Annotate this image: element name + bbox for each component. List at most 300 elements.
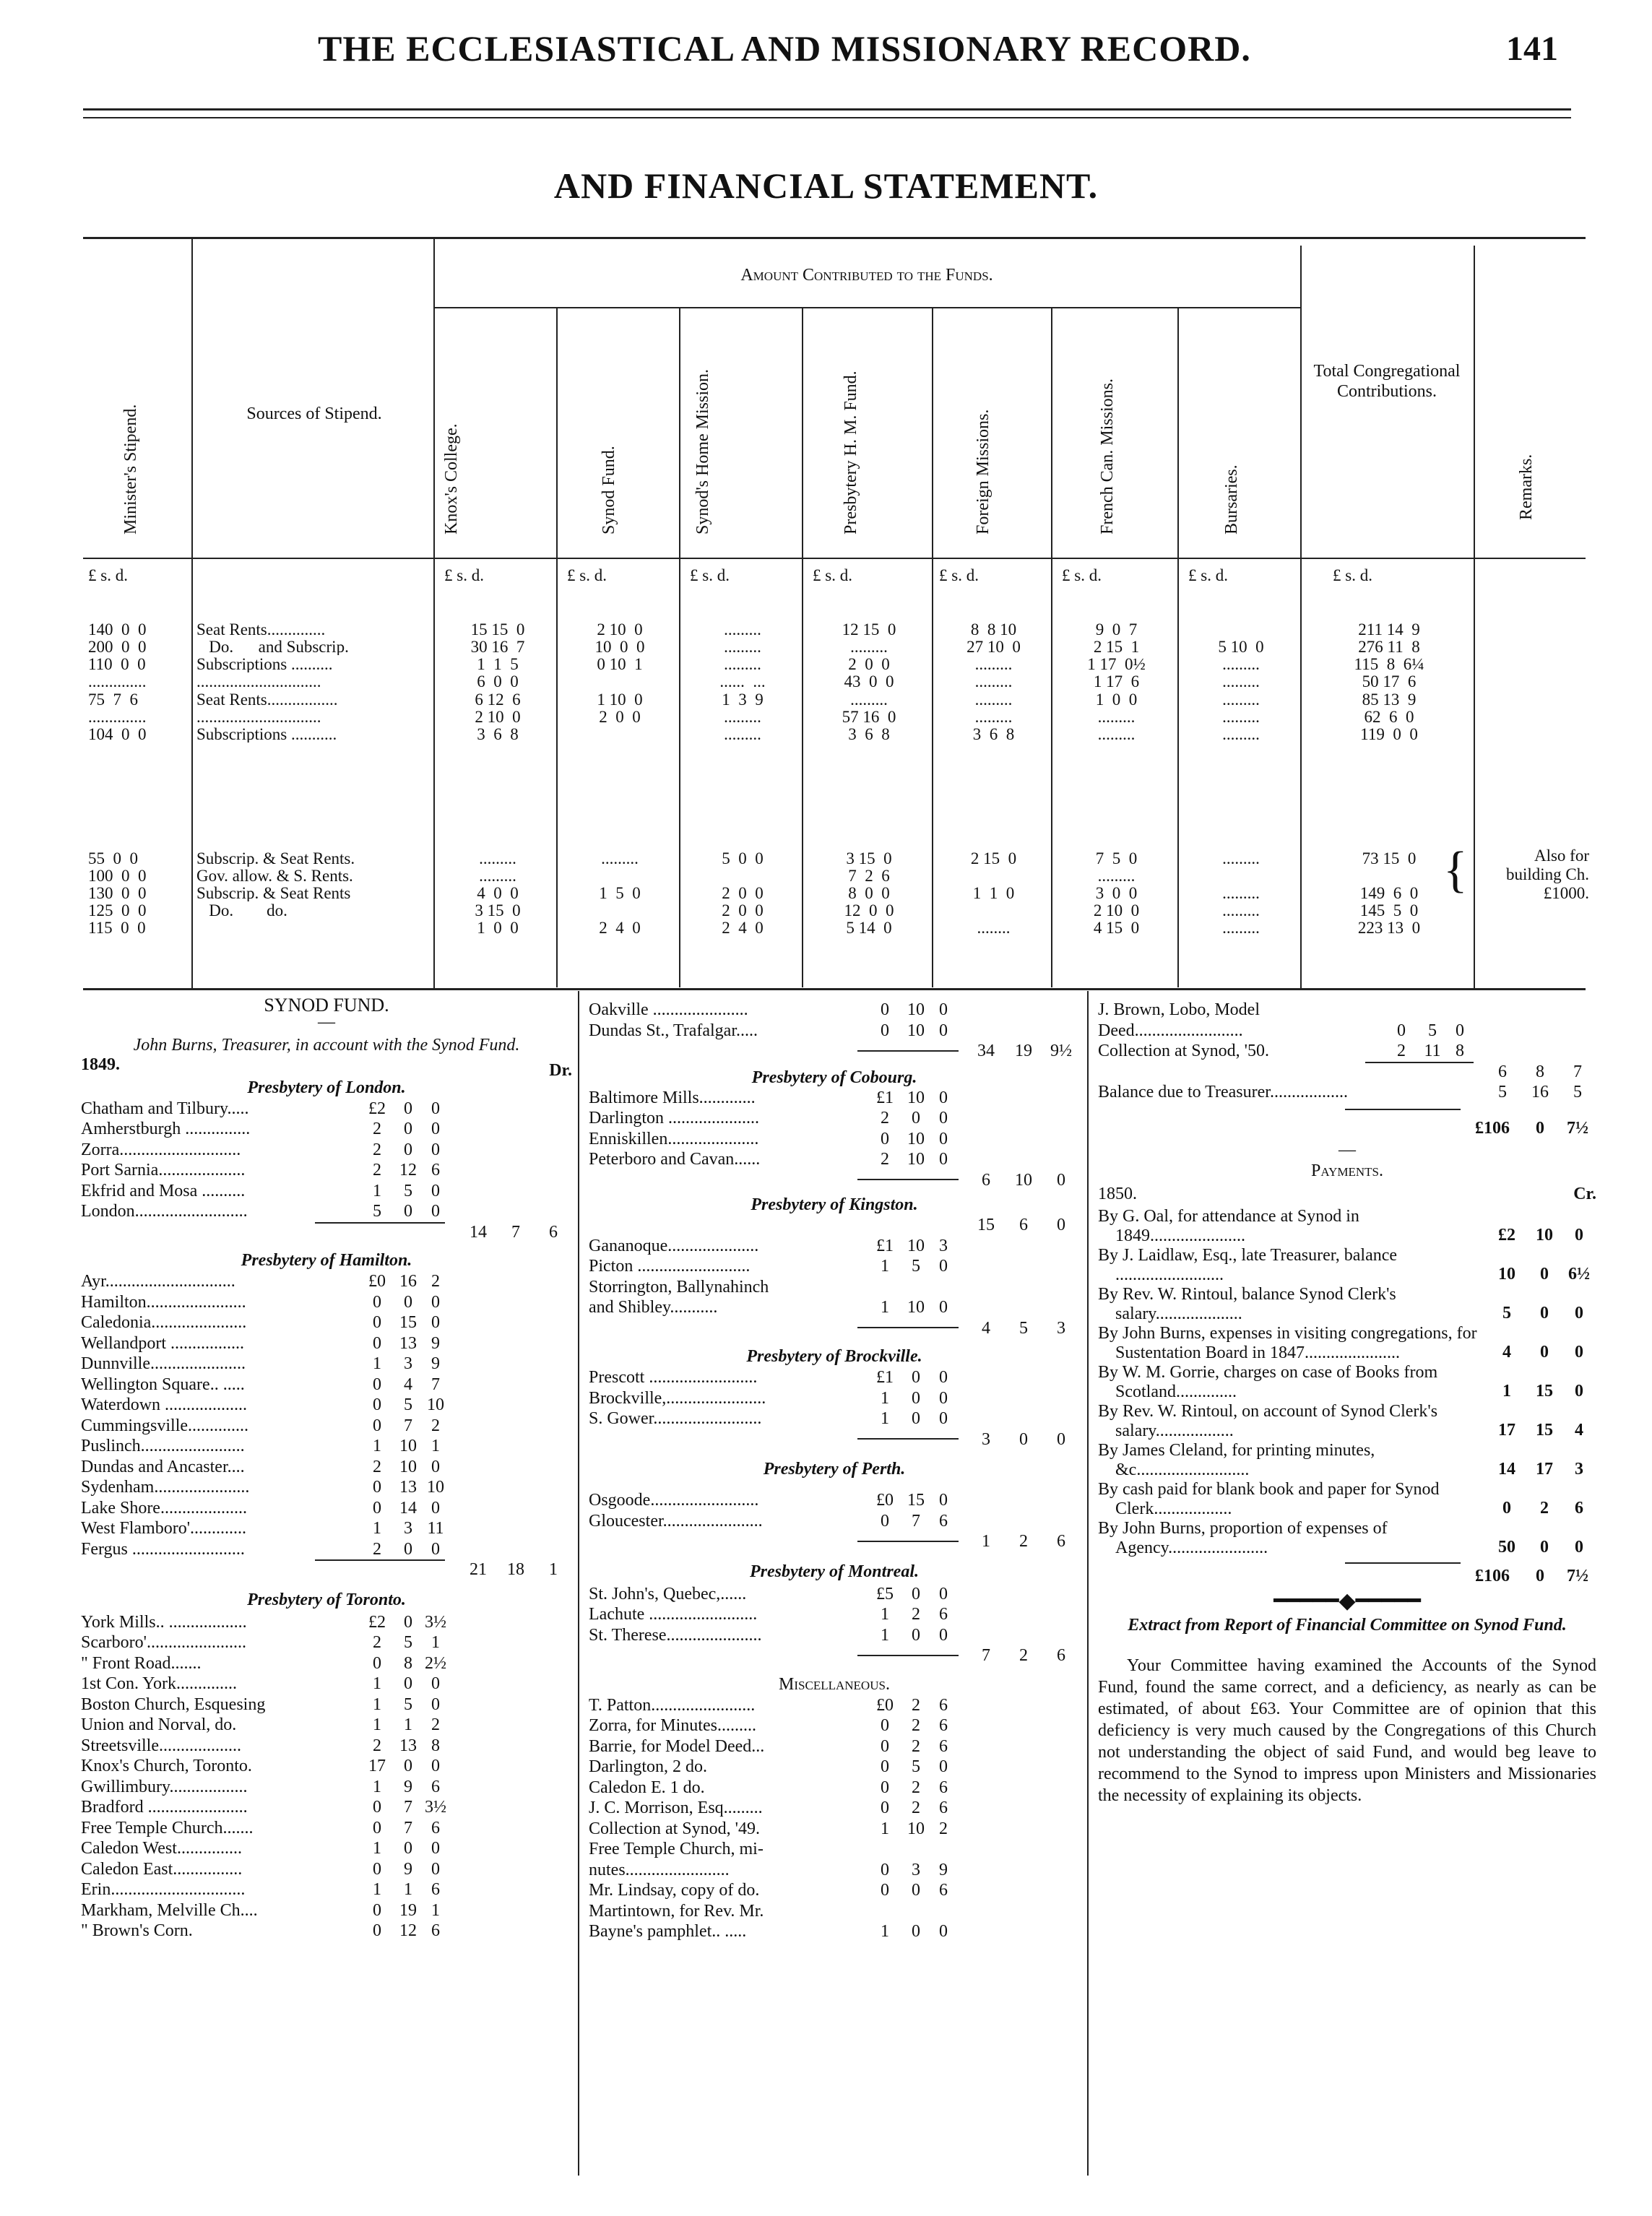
brace: {	[1443, 842, 1468, 898]
ledger-amount: 0	[431, 1140, 440, 1159]
table-cell-presb: 3 15 0	[846, 850, 892, 867]
ledger-amount: 0	[912, 1368, 920, 1387]
ledger-name: Boston Church, Esquesing	[81, 1695, 266, 1714]
vline	[433, 238, 435, 988]
table-cell-total: 119 0 0	[1360, 726, 1418, 743]
ledger-amount: 0	[404, 1099, 412, 1118]
table-cell-french: .........	[1097, 709, 1136, 725]
ledger-name: Darlington, 2 do.	[589, 1757, 707, 1776]
ledger-name: nutes........................	[589, 1860, 730, 1879]
table-cell-synod: 10 0 0	[594, 639, 645, 655]
presbytery-toronto-title: Presbytery of Toronto.	[247, 1590, 406, 1609]
ledger-amount: 0	[431, 1757, 440, 1775]
ledger-line	[81, 1715, 572, 1736]
ledger-amount: 13	[399, 1736, 417, 1755]
table-cell-stipend: 125 0 0	[88, 902, 147, 919]
ledger-amount: 0	[939, 1257, 948, 1276]
ledger-line	[81, 1375, 572, 1395]
table-cell-stipend: ..............	[88, 673, 147, 690]
table-cell-burs: .........	[1222, 885, 1260, 901]
ledger-name: " Brown's Corn.	[81, 1921, 193, 1940]
ledger-amount: 0	[939, 1000, 948, 1019]
ledger-amount: 10	[427, 1478, 444, 1497]
table-cell-source: ..............................	[196, 709, 321, 725]
table-cell-stipend: 100 0 0	[88, 867, 147, 884]
ledger-amount: 2	[912, 1736, 920, 1756]
payment-text: By James Cleland, for printing minutes, &c..........................	[1098, 1440, 1375, 1479]
payment-amount: 50	[1498, 1538, 1515, 1557]
ledger-amount: 0	[881, 1129, 889, 1148]
ledger-amount: 10	[907, 1129, 925, 1148]
table-cell-burs: .........	[1222, 656, 1260, 672]
payment-entry	[1098, 1402, 1596, 1441]
ledger-amount: 2	[912, 1716, 920, 1735]
ledger-amount: 2	[431, 1416, 440, 1435]
ledger-name: London..........................	[81, 1202, 248, 1221]
table-cell-foreign: ........	[977, 919, 1011, 936]
ledger-line	[81, 1777, 572, 1798]
ledger-amount: 6	[431, 1161, 440, 1180]
ledger-name: Amherstburgh ...............	[81, 1120, 251, 1138]
ledger-amount: 9	[404, 1777, 412, 1796]
ledger-amount: 2	[881, 1109, 889, 1128]
ornament-rule: ━━━━━◆━━━━━	[1273, 1588, 1421, 1613]
ledger-name: Dundas and Ancaster....	[81, 1457, 245, 1476]
ledger-name: J. Brown, Lobo, Model	[1098, 1000, 1260, 1019]
dash: —	[1339, 1140, 1356, 1159]
ledger-name: Scarboro'.......................	[81, 1633, 246, 1652]
ledger-name: Dundas St., Trafalgar.....	[589, 1021, 758, 1040]
ledger-amount: 10	[907, 1298, 925, 1317]
table-top-rule	[83, 237, 1586, 239]
ledger-name: Gwillimbury..................	[81, 1777, 248, 1796]
ledger-line	[589, 1129, 1080, 1150]
synod-fund-title: SYNOD FUND.	[264, 995, 389, 1016]
ledger-amount: 2	[912, 1778, 920, 1797]
ledger-name: Zorra, for Minutes.........	[589, 1716, 756, 1735]
london-list	[81, 1099, 572, 1222]
ledger-name: Lake Shore....................	[81, 1498, 247, 1518]
ledger-name: Prescott .........................	[589, 1368, 758, 1387]
table-cell-home: .........	[724, 709, 761, 725]
ledger-name: Caledonia......................	[81, 1313, 247, 1332]
payments-year-row	[1098, 1184, 1596, 1207]
ledger-amount: 0	[404, 1140, 412, 1159]
ledger-name: Union and Norval, do.	[81, 1715, 237, 1734]
payment-amount: 4	[1575, 1421, 1583, 1440]
table-cell-home: ...... ...	[719, 673, 766, 690]
table-cell-stipend: 200 0 0	[88, 639, 147, 655]
ledger-line	[81, 1140, 572, 1161]
column-divider	[578, 991, 579, 2176]
payment-amount: 0	[1575, 1382, 1583, 1401]
ledger-line	[589, 1000, 1080, 1021]
presbytery-hamilton-title: Presbytery of Hamilton.	[241, 1251, 412, 1270]
ledger-amount: £5	[876, 1584, 894, 1603]
ledger-name: Markham, Melville Ch....	[81, 1900, 258, 1920]
ledger-amount: 6	[431, 1880, 440, 1899]
payment-amount: 6½	[1568, 1265, 1590, 1284]
ledger-amount: 2	[431, 1272, 440, 1291]
ledger-line	[81, 1416, 572, 1437]
ledger-amount: 6	[431, 1818, 440, 1838]
ledger-amount: 11	[1424, 1042, 1441, 1060]
table-cell-knox: 6 0 0	[477, 673, 519, 690]
ledger-amount: 10	[907, 1021, 925, 1040]
ledger-name: Oakville ......................	[589, 1000, 748, 1019]
table-cell-french: 3 0 0	[1095, 885, 1138, 901]
ledger-amount: 0	[939, 1625, 948, 1645]
payment-amount: 0	[1540, 1538, 1549, 1557]
ledger-line	[1098, 1000, 1596, 1021]
ledger-line	[589, 1297, 1080, 1318]
ledger-name: J. C. Morrison, Esq.........	[589, 1799, 763, 1817]
ledger-amount: 1	[881, 1409, 889, 1428]
payment-amount: 0	[1575, 1343, 1583, 1362]
lsd-label: £ s. d.	[939, 566, 979, 584]
ledger-amount: 0	[404, 1120, 412, 1138]
table-cell-synod: 2 0 0	[599, 709, 641, 725]
table-cell-home: .........	[724, 726, 761, 743]
table-cell-burs: .........	[1222, 902, 1260, 919]
ledger-amount: 3½	[425, 1612, 446, 1632]
ledger-line	[589, 1880, 1080, 1901]
table-cell-burs: .........	[1222, 673, 1260, 690]
lsd-label: £ s. d.	[88, 566, 128, 584]
ledger-name: Caledon E. 1 do.	[589, 1778, 705, 1797]
payment-amount: 17	[1498, 1421, 1515, 1440]
ledger-amount: 5	[404, 1695, 412, 1714]
ledger-amount: 7	[404, 1798, 412, 1817]
table-cell-home: 2 0 0	[722, 885, 764, 901]
table-cell-total: 73 15 0	[1362, 850, 1417, 867]
payment-amount: 14	[1498, 1460, 1515, 1479]
table-cell-source: Subscriptions ..........	[196, 656, 333, 672]
ledger-name: Zorra............................	[81, 1140, 241, 1159]
header-rule	[83, 108, 1571, 111]
header-rule-2	[83, 117, 1571, 118]
ledger-amount: 0	[881, 1511, 889, 1531]
table-cell-foreign: 27 10 0	[966, 639, 1021, 655]
presbytery-kingston-title: Presbytery of Kingston.	[751, 1195, 918, 1214]
ledger-line	[81, 1395, 572, 1416]
payments-list	[1098, 1207, 1596, 1558]
ledger-amount: 3	[404, 1354, 412, 1373]
table-cell-stipend: ..............	[88, 709, 147, 725]
ledger-amount: 2	[373, 1457, 381, 1476]
remark-building: Also for building Ch. £1000.	[1505, 847, 1589, 902]
ledger-amount: 3½	[425, 1798, 446, 1817]
ledger-amount: 0	[939, 1150, 948, 1169]
column-divider	[1087, 991, 1089, 2176]
ledger-amount: 0	[431, 1839, 440, 1858]
ledger-amount: 0	[431, 1313, 440, 1332]
ledger-amount: 1	[881, 1605, 889, 1624]
payment-amount: 0	[1575, 1304, 1583, 1323]
kingston-list	[589, 1236, 1080, 1318]
cobourg-total: 6 10 0	[589, 1170, 1080, 1191]
ledger-name: " Front Road.......	[81, 1653, 202, 1673]
ledger-line	[81, 1498, 572, 1519]
table-cell-total: 149 6 0	[1359, 885, 1419, 901]
ledger-amount: 1	[373, 1437, 381, 1455]
ledger-line	[81, 1201, 572, 1222]
ledger-line	[81, 1539, 572, 1560]
ledger-name: Free Temple Church, mi-	[589, 1840, 764, 1858]
table-cell-source: Seat Rents..............	[196, 621, 326, 638]
ledger-amount: 0	[939, 1368, 948, 1387]
payment-entry	[1098, 1285, 1596, 1324]
dr-label: Dr.	[549, 1061, 572, 1080]
ledger-amount: 0	[404, 1612, 412, 1632]
ledger-line	[81, 1354, 572, 1375]
lsd-label: £ s. d.	[813, 566, 852, 584]
payment-amount: 1	[1502, 1382, 1511, 1401]
ledger-line	[589, 1736, 1080, 1757]
table-header-rule	[83, 558, 1586, 559]
table-cell-home: .........	[724, 639, 761, 655]
ledger-amount: 0	[881, 1799, 889, 1817]
ledger-amount: 0	[939, 1109, 948, 1128]
payment-amount: 0	[1540, 1343, 1549, 1362]
ledger-amount: 4	[404, 1375, 412, 1394]
table-cell-knox: 3 6 8	[477, 726, 519, 743]
lsd-label: £ s. d.	[1188, 566, 1228, 584]
payment-amount: 0	[1540, 1265, 1549, 1284]
ledger-amount: £0	[876, 1491, 894, 1510]
ledger-amount: 0	[912, 1625, 920, 1645]
ledger-amount: 2	[1397, 1042, 1406, 1060]
ledger-line	[81, 1818, 572, 1839]
brockville-total: 3 0 0	[589, 1429, 1080, 1450]
ledger-name: Caledon East................	[81, 1859, 243, 1879]
payment-entry	[1098, 1246, 1596, 1285]
presbytery-montreal-title: Presbytery of Montreal.	[750, 1562, 919, 1581]
ledger-line	[589, 1236, 1080, 1257]
ledger-line	[589, 1088, 1080, 1109]
ledger-line	[589, 1901, 1080, 1922]
table-cell-foreign: 2 15 0	[970, 850, 1017, 867]
ledger-line	[589, 1921, 1080, 1942]
ledger-name: St. Therese......................	[589, 1625, 762, 1645]
payment-text: By cash paid for blank book and paper for Synod Clerk..................	[1098, 1479, 1440, 1518]
ledger-name: Streetsville...................	[81, 1736, 241, 1755]
ledger-line	[81, 1695, 572, 1715]
ledger-amount: 6	[939, 1716, 948, 1735]
ledger-amount: 10	[907, 1236, 925, 1255]
ledger-line	[81, 1119, 572, 1140]
ledger-name: Collection at Synod, '50.	[1098, 1042, 1269, 1060]
payment-amount: 4	[1502, 1343, 1511, 1362]
ledger-amount: 11	[427, 1519, 444, 1538]
col-french-missions: French Can. Missions.	[1098, 378, 1117, 534]
ledger-amount: 6	[939, 1511, 948, 1531]
table-cell-french: 9 0 7	[1095, 621, 1138, 638]
ledger-amount: 1	[431, 1437, 440, 1455]
ledger-line	[81, 1859, 572, 1880]
ledger-amount: 5	[912, 1757, 920, 1776]
ledger-amount: 1	[373, 1839, 381, 1858]
lsd-label: £ s. d.	[690, 566, 730, 584]
table-cell-home: .........	[724, 621, 761, 638]
ledger-amount: 0	[431, 1539, 440, 1559]
ledger-line	[589, 1625, 1080, 1646]
ledger-amount: 0	[373, 1798, 381, 1817]
ledger-amount: 1	[373, 1519, 381, 1538]
payment-text: By J. Laidlaw, Esq., late Treasurer, balance .........................	[1098, 1245, 1398, 1284]
table-cell-stipend: 115 0 0	[88, 919, 146, 936]
col-remarks: Remarks.	[1517, 454, 1536, 520]
ledger-amount: 1	[404, 1715, 412, 1734]
ledger-amount: 12	[399, 1921, 417, 1940]
ledger-name: Port Sarnia....................	[81, 1161, 246, 1180]
table-cell-knox: 15 15 0	[470, 621, 525, 638]
ledger-amount: 0	[431, 1181, 440, 1200]
ledger-amount: 0	[404, 1539, 412, 1559]
table-cell-source: Subscrip. & Seat Rents	[196, 885, 351, 901]
payment-text: By G. Oal, for attendance at Synod in 1849......................	[1098, 1206, 1359, 1245]
table-cell-home: 5 0 0	[722, 850, 764, 867]
ledger-amount: 8	[404, 1653, 412, 1673]
ledger-amount: £2	[368, 1612, 386, 1632]
ledger-line	[589, 1256, 1080, 1277]
table-cell-total: 85 13 9	[1362, 691, 1417, 708]
ledger-amount: 10	[907, 1819, 925, 1838]
ledger-name: Ekfrid and Mosa ..........	[81, 1181, 246, 1200]
table-cell-foreign: .........	[974, 691, 1013, 708]
middle-top-total: 34 19 9½	[589, 1041, 1080, 1062]
payment-amount: 0	[1575, 1226, 1583, 1245]
ledger-line	[589, 1860, 1080, 1881]
presbytery-cobourg-title: Presbytery of Cobourg.	[751, 1068, 917, 1087]
ledger-amount: 2	[912, 1799, 920, 1817]
lsd-label: £ s. d.	[444, 566, 484, 584]
ledger-amount: 1	[373, 1777, 381, 1796]
ledger-name: Peterboro and Cavan......	[589, 1150, 761, 1169]
ledger-amount: 0	[373, 1292, 381, 1312]
ledger-amount: 0	[939, 1757, 948, 1776]
ledger-line	[81, 1292, 572, 1313]
payment-entry	[1098, 1324, 1596, 1363]
misc-list	[589, 1695, 1080, 1942]
ledger-amount: 1	[881, 1819, 889, 1838]
ledger-amount: 0	[881, 1778, 889, 1797]
ledger-amount: 1	[881, 1298, 889, 1317]
ledger-amount: 6	[939, 1736, 948, 1756]
ledger-name: Picton ..........................	[589, 1257, 751, 1276]
ledger-amount: 0	[881, 1757, 889, 1776]
ledger-amount: 10	[907, 1088, 925, 1107]
table-cell-stipend: 130 0 0	[88, 885, 147, 901]
hamilton-total: 21 18 1	[81, 1559, 572, 1580]
table-cell-source: Subscriptions ...........	[196, 726, 337, 743]
vline	[1474, 246, 1475, 988]
ledger-amount: 3	[939, 1236, 948, 1255]
ledger-amount: 9	[431, 1354, 440, 1373]
ledger-amount: 7	[912, 1511, 920, 1531]
lsd-label: £ s. d.	[1333, 566, 1372, 584]
ledger-amount: 16	[399, 1272, 417, 1291]
ledger-name: Dunnville......................	[81, 1354, 246, 1373]
table-cell-presb: 2 0 0	[848, 656, 890, 672]
ledger-line	[81, 1518, 572, 1539]
lsd-label: £ s. d.	[567, 566, 607, 584]
ledger-line	[81, 1674, 572, 1695]
ledger-amount: 2½	[425, 1653, 446, 1673]
ledger-amount: 0	[912, 1388, 920, 1408]
middle-top-list	[589, 1000, 1080, 1041]
table-cell-presb: 5 14 0	[846, 919, 892, 936]
ledger-line	[1098, 1041, 1596, 1062]
ledger-amount: £0	[876, 1695, 894, 1715]
ledger-name: and Shibley...........	[589, 1298, 718, 1317]
ledger-line	[1098, 1021, 1596, 1042]
ledger-amount: 2	[912, 1695, 920, 1715]
table-cell-foreign: 3 6 8	[972, 726, 1015, 743]
table-cell-source: Gov. allow. & S. Rents.	[196, 867, 353, 884]
table-cell-presb: .........	[850, 639, 888, 655]
ledger-name: Brockville,.......................	[589, 1388, 766, 1408]
vline	[1177, 308, 1179, 987]
ledger-amount: 5	[404, 1633, 412, 1652]
ledger-line	[589, 1408, 1080, 1429]
ledger-amount: 0	[912, 1584, 920, 1603]
ledger-name: Erin...............................	[81, 1880, 246, 1899]
london-total: 14 7 6	[81, 1222, 572, 1243]
ledger-line	[81, 1160, 572, 1181]
ledger-name: Martintown, for Rev. Mr.	[589, 1901, 764, 1921]
table-cell-burs: .........	[1222, 919, 1260, 936]
ledger-name: Fergus ..........................	[81, 1539, 245, 1559]
ledger-name: Lachute .........................	[589, 1605, 758, 1624]
ledger-amount: 0	[939, 1922, 948, 1941]
ledger-line	[589, 1695, 1080, 1716]
ledger-name: Puslinch........................	[81, 1437, 245, 1455]
table-cell-presb: 12 15 0	[842, 621, 896, 638]
ledger-name: Chatham and Tilbury.....	[81, 1099, 249, 1118]
table-cell-total: 145 5 0	[1359, 902, 1419, 919]
ledger-amount: 8	[1456, 1042, 1464, 1060]
ledger-name: Gloucester.......................	[589, 1511, 763, 1531]
ledger-amount: 13	[399, 1333, 417, 1353]
col-sources: Sources of Stipend.	[246, 404, 382, 423]
ledger-name: Sydenham......................	[81, 1478, 250, 1497]
table-cell-presb: .........	[850, 691, 888, 708]
ledger-line	[589, 1108, 1080, 1129]
table-cell-source: Do. and Subscrip.	[196, 639, 349, 655]
ledger-amount: 0	[881, 1716, 889, 1735]
col-synod-fund: Synod Fund.	[600, 446, 618, 534]
ledger-amount: 0	[373, 1395, 381, 1414]
ledger-amount: 2	[373, 1120, 381, 1138]
vline	[556, 308, 558, 987]
ledger-line	[589, 1839, 1080, 1860]
table-cell-synod: 0 10 1	[597, 656, 643, 672]
ledger-amount: 8	[431, 1736, 440, 1755]
ledger-amount: 6	[431, 1921, 440, 1940]
table-cell-home: 2 0 0	[722, 902, 764, 919]
table-cell-french: .........	[1097, 726, 1136, 743]
ledger-amount: 0	[404, 1202, 412, 1221]
ledger-line	[589, 1277, 1080, 1298]
ledger-amount: 2	[912, 1605, 920, 1624]
ledger-amount: 15	[907, 1491, 925, 1510]
cr-label: Cr.	[1573, 1184, 1596, 1203]
table-cell-stipend: 104 0 0	[88, 726, 147, 743]
montreal-list	[589, 1584, 1080, 1646]
ledger-amount: 7	[404, 1416, 412, 1435]
miscellaneous-title: Miscellaneous.	[779, 1674, 890, 1694]
